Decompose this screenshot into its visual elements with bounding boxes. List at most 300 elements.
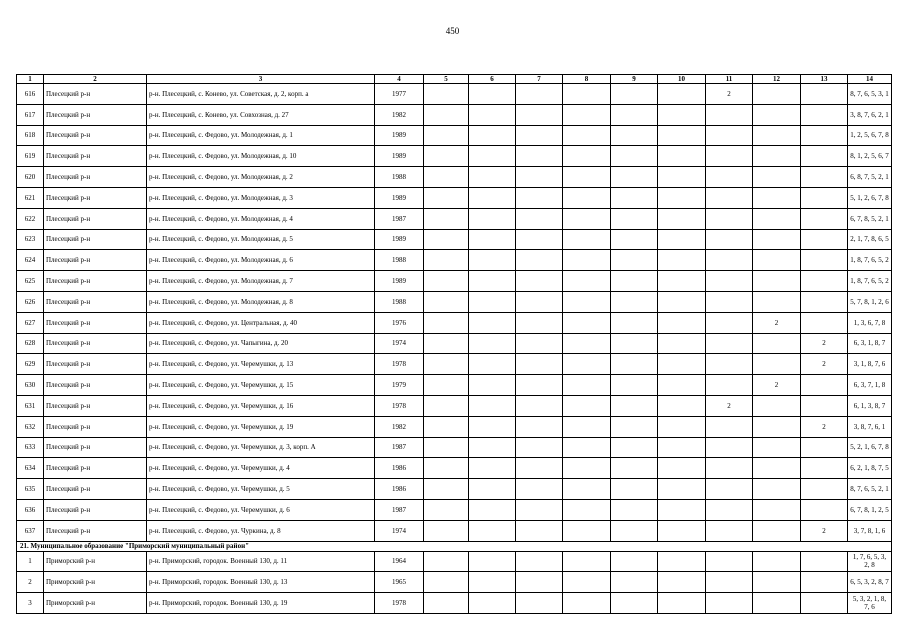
col-14: 3, 8, 7, 6, 2, 1 — [848, 104, 892, 125]
col-5 — [424, 208, 469, 229]
col-13: 2 — [801, 416, 848, 437]
district-name: Плесецкий р-н — [44, 354, 147, 375]
year: 1965 — [375, 572, 424, 593]
table-row — [17, 208, 892, 229]
col-header-10: 10 — [658, 75, 706, 84]
col-12 — [753, 572, 801, 593]
table-row — [17, 187, 892, 208]
col-7 — [516, 250, 563, 271]
col-5 — [424, 572, 469, 593]
col-8 — [563, 208, 611, 229]
section-heading: 21. Муниципальное образование "Приморский муниципальный район" — [17, 541, 892, 551]
row-number: 619 — [17, 146, 44, 167]
row-number: 616 — [17, 84, 44, 105]
row-number: 633 — [17, 437, 44, 458]
col-11: 2 — [706, 395, 753, 416]
col-10 — [658, 593, 706, 614]
address: р-н. Плесецкий, с. Федово, ул. Черемушки, д. 16 — [147, 395, 375, 416]
row-number: 621 — [17, 187, 44, 208]
col-7 — [516, 593, 563, 614]
address: р-н. Плесецкий, с. Федово, ул. Молодежная, д. 2 — [147, 167, 375, 188]
address: р-н. Плесецкий, с. Федово, ул. Молодежная, д. 10 — [147, 146, 375, 167]
col-10 — [658, 437, 706, 458]
col-11 — [706, 479, 753, 500]
col-13: 2 — [801, 520, 848, 541]
col-13 — [801, 250, 848, 271]
col-6 — [469, 312, 516, 333]
col-7 — [516, 479, 563, 500]
row-number: 2 — [17, 572, 44, 593]
district-name: Плесецкий р-н — [44, 333, 147, 354]
col-10 — [658, 520, 706, 541]
year: 1978 — [375, 395, 424, 416]
col-10 — [658, 187, 706, 208]
year: 1976 — [375, 312, 424, 333]
address: р-н. Плесецкий, с. Федово, ул. Черемушки, д. 6 — [147, 499, 375, 520]
address: р-н. Плесецкий, с. Федово, ул. Черемушки, д. 13 — [147, 354, 375, 375]
col-6 — [469, 416, 516, 437]
district-name: Плесецкий р-н — [44, 312, 147, 333]
district-name: Плесецкий р-н — [44, 499, 147, 520]
col-14: 3, 8, 7, 6, 1 — [848, 416, 892, 437]
col-5 — [424, 551, 469, 572]
col-13: 2 — [801, 354, 848, 375]
row-number: 629 — [17, 354, 44, 375]
table-row — [17, 499, 892, 520]
col-13: 2 — [801, 333, 848, 354]
col-11 — [706, 354, 753, 375]
col-12 — [753, 520, 801, 541]
col-14: 6, 5, 3, 2, 8, 7 — [848, 572, 892, 593]
col-10 — [658, 167, 706, 188]
address: р-н. Плесецкий, с. Федово, ул. Чапыгина, д. 20 — [147, 333, 375, 354]
col-14: 2, 1, 7, 8, 6, 5 — [848, 229, 892, 250]
col-5 — [424, 354, 469, 375]
row-number: 620 — [17, 167, 44, 188]
col-5 — [424, 104, 469, 125]
col-12 — [753, 250, 801, 271]
col-6 — [469, 572, 516, 593]
col-5 — [424, 229, 469, 250]
col-9 — [611, 104, 658, 125]
col-8 — [563, 437, 611, 458]
year: 1988 — [375, 250, 424, 271]
col-11 — [706, 208, 753, 229]
col-12 — [753, 479, 801, 500]
col-13 — [801, 167, 848, 188]
address: р-н. Плесецкий, с. Федово, ул. Молодежная, д. 1 — [147, 125, 375, 146]
col-13 — [801, 458, 848, 479]
col-11 — [706, 250, 753, 271]
col-8 — [563, 395, 611, 416]
col-11 — [706, 229, 753, 250]
col-6 — [469, 333, 516, 354]
col-6 — [469, 271, 516, 292]
col-14: 6, 3, 1, 8, 7 — [848, 333, 892, 354]
col-14: 6, 8, 7, 5, 2, 1 — [848, 167, 892, 188]
col-7 — [516, 520, 563, 541]
col-header-14: 14 — [848, 75, 892, 84]
district-name: Плесецкий р-н — [44, 520, 147, 541]
col-13 — [801, 146, 848, 167]
col-8 — [563, 458, 611, 479]
col-6 — [469, 520, 516, 541]
table-row — [17, 291, 892, 312]
col-12 — [753, 146, 801, 167]
col-5 — [424, 146, 469, 167]
col-7 — [516, 395, 563, 416]
col-7 — [516, 146, 563, 167]
register-table — [16, 74, 892, 614]
col-10 — [658, 146, 706, 167]
col-10 — [658, 416, 706, 437]
col-10 — [658, 250, 706, 271]
col-9 — [611, 572, 658, 593]
col-12 — [753, 437, 801, 458]
table-row — [17, 104, 892, 125]
col-6 — [469, 167, 516, 188]
col-6 — [469, 250, 516, 271]
district-name: Плесецкий р-н — [44, 104, 147, 125]
table-row — [17, 395, 892, 416]
address: р-н. Плесецкий, с. Федово, ул. Черемушки, д. 15 — [147, 375, 375, 396]
col-8 — [563, 125, 611, 146]
col-9 — [611, 291, 658, 312]
row-number: 626 — [17, 291, 44, 312]
col-11 — [706, 312, 753, 333]
col-5 — [424, 312, 469, 333]
col-7 — [516, 333, 563, 354]
col-8 — [563, 593, 611, 614]
table-row — [17, 333, 892, 354]
col-8 — [563, 375, 611, 396]
col-8 — [563, 520, 611, 541]
col-8 — [563, 572, 611, 593]
col-6 — [469, 187, 516, 208]
col-5 — [424, 416, 469, 437]
row-number: 622 — [17, 208, 44, 229]
col-13 — [801, 84, 848, 105]
year: 1989 — [375, 187, 424, 208]
col-6 — [469, 458, 516, 479]
address: р-н. Плесецкий, с. Конево, ул. Совхозная, д. 27 — [147, 104, 375, 125]
col-header-5: 5 — [424, 75, 469, 84]
col-8 — [563, 479, 611, 500]
col-6 — [469, 499, 516, 520]
col-13 — [801, 395, 848, 416]
col-9 — [611, 375, 658, 396]
col-8 — [563, 333, 611, 354]
table-row — [17, 229, 892, 250]
col-12 — [753, 104, 801, 125]
col-10 — [658, 208, 706, 229]
col-14: 8, 7, 6, 5, 2, 1 — [848, 479, 892, 500]
col-6 — [469, 437, 516, 458]
col-6 — [469, 229, 516, 250]
district-name: Плесецкий р-н — [44, 187, 147, 208]
col-11 — [706, 416, 753, 437]
row-number: 628 — [17, 333, 44, 354]
col-14: 3, 7, 8, 1, 6 — [848, 520, 892, 541]
year: 1974 — [375, 520, 424, 541]
col-8 — [563, 250, 611, 271]
table-row — [17, 250, 892, 271]
col-14: 5, 1, 2, 6, 7, 8 — [848, 187, 892, 208]
col-13 — [801, 312, 848, 333]
col-10 — [658, 499, 706, 520]
col-9 — [611, 479, 658, 500]
col-9 — [611, 416, 658, 437]
col-5 — [424, 479, 469, 500]
col-6 — [469, 208, 516, 229]
col-6 — [469, 375, 516, 396]
col-11 — [706, 520, 753, 541]
col-13 — [801, 125, 848, 146]
table-row — [17, 572, 892, 593]
col-7 — [516, 125, 563, 146]
col-13 — [801, 271, 848, 292]
col-11 — [706, 167, 753, 188]
year: 1989 — [375, 146, 424, 167]
col-header-8: 8 — [563, 75, 611, 84]
table-row — [17, 167, 892, 188]
col-8 — [563, 291, 611, 312]
col-14: 5, 3, 2, 1, 8, 7, 6 — [848, 593, 892, 614]
col-header-7: 7 — [516, 75, 563, 84]
table-row — [17, 125, 892, 146]
col-10 — [658, 572, 706, 593]
district-name: Приморский р-н — [44, 572, 147, 593]
page-number: 450 — [445, 26, 460, 36]
col-14: 1, 8, 7, 6, 5, 2 — [848, 250, 892, 271]
col-9 — [611, 395, 658, 416]
col-9 — [611, 593, 658, 614]
year: 1982 — [375, 416, 424, 437]
col-10 — [658, 375, 706, 396]
col-11 — [706, 125, 753, 146]
address: р-н. Приморский, городок. Военный 130, д. 19 — [147, 593, 375, 614]
col-header-2: 2 — [44, 75, 147, 84]
col-9 — [611, 84, 658, 105]
row-number: 631 — [17, 395, 44, 416]
col-14: 1, 3, 6, 7, 8 — [848, 312, 892, 333]
col-12 — [753, 125, 801, 146]
col-14: 6, 1, 3, 8, 7 — [848, 395, 892, 416]
year: 1989 — [375, 229, 424, 250]
col-10 — [658, 104, 706, 125]
address: р-н. Плесецкий, с. Федово, ул. Молодежная, д. 8 — [147, 291, 375, 312]
row-number: 617 — [17, 104, 44, 125]
col-12 — [753, 84, 801, 105]
col-12 — [753, 499, 801, 520]
district-name: Приморский р-н — [44, 593, 147, 614]
year: 1989 — [375, 125, 424, 146]
address: р-н. Плесецкий, с. Федово, ул. Молодежная, д. 7 — [147, 271, 375, 292]
col-6 — [469, 551, 516, 572]
col-10 — [658, 84, 706, 105]
address: р-н. Плесецкий, с. Федово, ул. Черемушки, д. 5 — [147, 479, 375, 500]
col-9 — [611, 312, 658, 333]
col-header-12: 12 — [753, 75, 801, 84]
col-11 — [706, 271, 753, 292]
col-7 — [516, 271, 563, 292]
col-10 — [658, 395, 706, 416]
district-name: Плесецкий р-н — [44, 229, 147, 250]
col-9 — [611, 520, 658, 541]
address: р-н. Плесецкий, с. Федово, ул. Молодежная, д. 4 — [147, 208, 375, 229]
address: р-н. Плесецкий, с. Федово, ул. Центральная, д. 40 — [147, 312, 375, 333]
col-5 — [424, 125, 469, 146]
year: 1977 — [375, 84, 424, 105]
col-7 — [516, 84, 563, 105]
address: р-н. Плесецкий, с. Федово, ул. Черемушки, д. 4 — [147, 458, 375, 479]
district-name: Плесецкий р-н — [44, 416, 147, 437]
col-14: 6, 3, 7, 1, 8 — [848, 375, 892, 396]
year: 1986 — [375, 479, 424, 500]
district-name: Плесецкий р-н — [44, 250, 147, 271]
col-14: 6, 2, 1, 8, 7, 5 — [848, 458, 892, 479]
col-12 — [753, 593, 801, 614]
col-5 — [424, 458, 469, 479]
col-12: 2 — [753, 375, 801, 396]
col-8 — [563, 551, 611, 572]
col-7 — [516, 437, 563, 458]
col-13 — [801, 572, 848, 593]
col-13 — [801, 437, 848, 458]
col-10 — [658, 291, 706, 312]
col-9 — [611, 437, 658, 458]
col-9 — [611, 229, 658, 250]
address: р-н. Плесецкий, с. Федово, ул. Молодежная, д. 3 — [147, 187, 375, 208]
col-7 — [516, 208, 563, 229]
year: 1982 — [375, 104, 424, 125]
col-6 — [469, 84, 516, 105]
row-number: 1 — [17, 551, 44, 572]
table-row — [17, 551, 892, 572]
col-14: 5, 7, 8, 1, 2, 6 — [848, 291, 892, 312]
col-12 — [753, 187, 801, 208]
col-10 — [658, 551, 706, 572]
district-name: Плесецкий р-н — [44, 437, 147, 458]
address: р-н. Плесецкий, с. Федово, ул. Чуркина, д. 8 — [147, 520, 375, 541]
col-14: 1, 2, 5, 6, 7, 8 — [848, 125, 892, 146]
year: 1978 — [375, 354, 424, 375]
col-10 — [658, 458, 706, 479]
district-name: Плесецкий р-н — [44, 167, 147, 188]
col-10 — [658, 354, 706, 375]
col-6 — [469, 104, 516, 125]
col-5 — [424, 375, 469, 396]
col-5 — [424, 187, 469, 208]
col-7 — [516, 375, 563, 396]
col-5 — [424, 250, 469, 271]
col-header-11: 11 — [706, 75, 753, 84]
col-header-13: 13 — [801, 75, 848, 84]
district-name: Приморский р-н — [44, 551, 147, 572]
col-12 — [753, 551, 801, 572]
col-9 — [611, 208, 658, 229]
address: р-н. Приморский, городок. Военный 130, д. 13 — [147, 572, 375, 593]
col-5 — [424, 291, 469, 312]
year: 1988 — [375, 291, 424, 312]
year: 1986 — [375, 458, 424, 479]
row-number: 624 — [17, 250, 44, 271]
col-5 — [424, 84, 469, 105]
col-10 — [658, 312, 706, 333]
col-header-6: 6 — [469, 75, 516, 84]
col-12 — [753, 271, 801, 292]
col-12 — [753, 208, 801, 229]
col-12 — [753, 229, 801, 250]
col-12 — [753, 395, 801, 416]
address: р-н. Плесецкий, с. Конево, ул. Советская, д. 2, корп. а — [147, 84, 375, 105]
col-6 — [469, 354, 516, 375]
col-13 — [801, 187, 848, 208]
col-12: 2 — [753, 312, 801, 333]
year: 1987 — [375, 208, 424, 229]
col-10 — [658, 479, 706, 500]
col-7 — [516, 291, 563, 312]
col-14: 6, 7, 8, 5, 2, 1 — [848, 208, 892, 229]
col-7 — [516, 312, 563, 333]
col-8 — [563, 271, 611, 292]
year: 1979 — [375, 375, 424, 396]
col-9 — [611, 125, 658, 146]
table-row — [17, 146, 892, 167]
col-12 — [753, 167, 801, 188]
year: 1987 — [375, 499, 424, 520]
year: 1988 — [375, 167, 424, 188]
col-10 — [658, 125, 706, 146]
col-14: 1, 8, 7, 6, 5, 2 — [848, 271, 892, 292]
col-13 — [801, 375, 848, 396]
year: 1989 — [375, 271, 424, 292]
district-name: Плесецкий р-н — [44, 375, 147, 396]
year: 1964 — [375, 551, 424, 572]
row-number: 637 — [17, 520, 44, 541]
col-11 — [706, 437, 753, 458]
col-14: 3, 1, 8, 7, 6 — [848, 354, 892, 375]
col-7 — [516, 416, 563, 437]
col-11: 2 — [706, 84, 753, 105]
col-9 — [611, 167, 658, 188]
row-number: 625 — [17, 271, 44, 292]
col-12 — [753, 333, 801, 354]
year: 1987 — [375, 437, 424, 458]
col-13 — [801, 104, 848, 125]
col-5 — [424, 395, 469, 416]
table-row — [17, 84, 892, 105]
col-8 — [563, 416, 611, 437]
col-13 — [801, 291, 848, 312]
col-6 — [469, 291, 516, 312]
district-name: Плесецкий р-н — [44, 146, 147, 167]
section-heading-row — [17, 541, 892, 551]
district-name: Плесецкий р-н — [44, 458, 147, 479]
col-6 — [469, 146, 516, 167]
row-number: 632 — [17, 416, 44, 437]
year: 1974 — [375, 333, 424, 354]
col-14: 8, 1, 2, 5, 6, 7 — [848, 146, 892, 167]
col-9 — [611, 458, 658, 479]
col-11 — [706, 146, 753, 167]
col-12 — [753, 458, 801, 479]
col-10 — [658, 271, 706, 292]
col-5 — [424, 593, 469, 614]
col-9 — [611, 187, 658, 208]
col-9 — [611, 271, 658, 292]
address: р-н. Плесецкий, с. Федово, ул. Черемушки, д. 19 — [147, 416, 375, 437]
